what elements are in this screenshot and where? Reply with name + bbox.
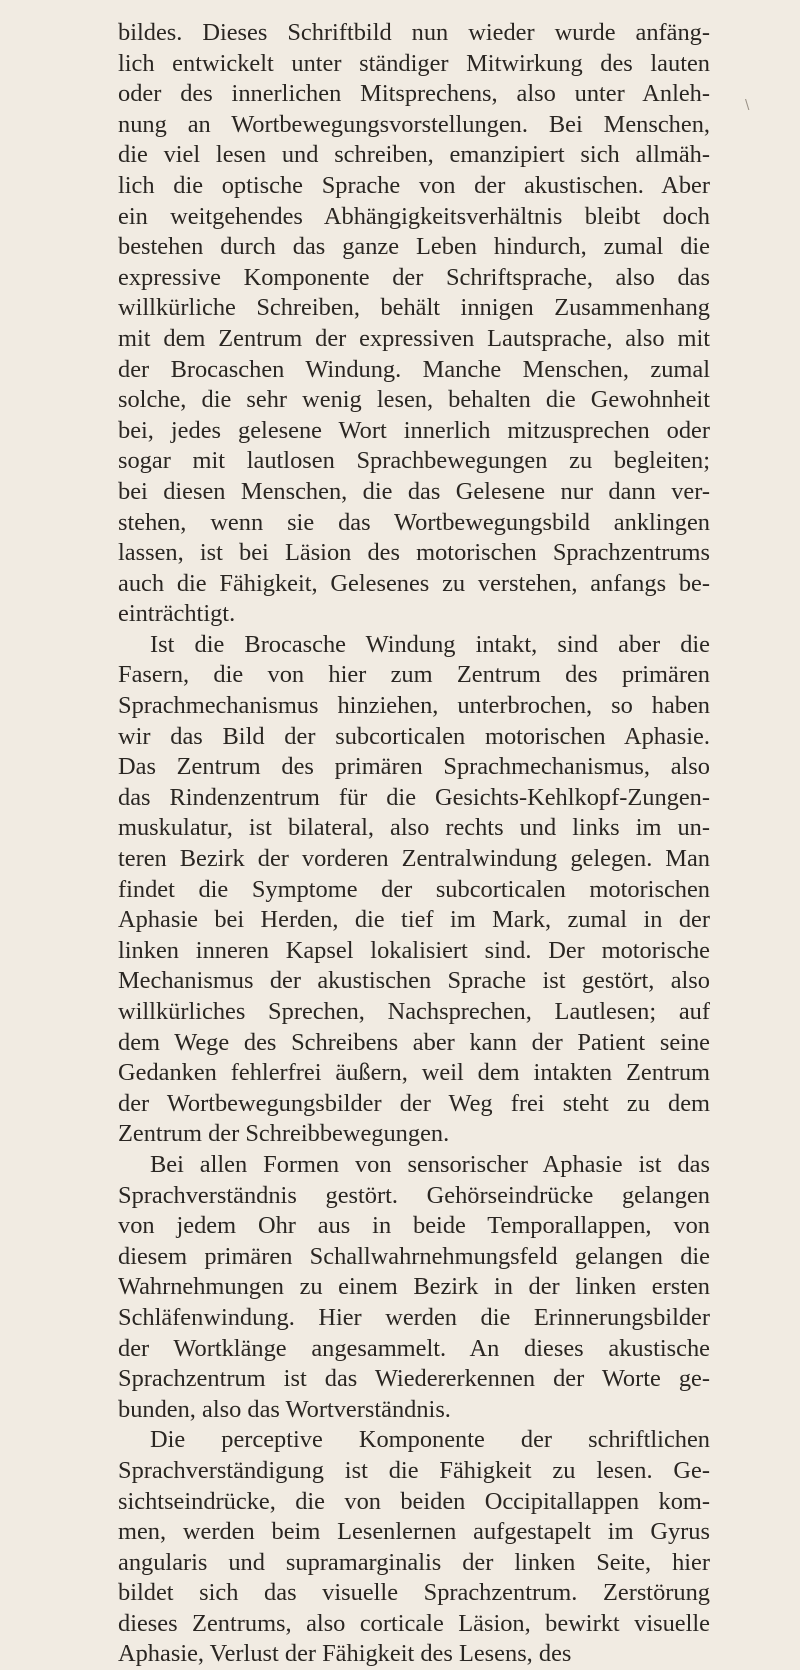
text-line: dem Wege des Schreibens aber kann der Patient seine (118, 1028, 710, 1056)
text-line: Aphasie, Verlust der Fähigkeit des Lesens, des (118, 1640, 572, 1668)
text-line: Sprachverständnis gestört. Gehörseindrücke gelangen (118, 1181, 710, 1209)
text-line: die viel lesen und schreiben, emanzipiert sich allmäh- (118, 141, 710, 169)
text-line: einträchtigt. (118, 600, 236, 628)
text-line: Zentrum der Schreibbewegungen. (118, 1120, 450, 1148)
text-line: wir das Bild der subcorticalen motorischen Aphasie. (118, 722, 710, 750)
text-line: expressive Komponente der Schriftsprache, also das (118, 263, 710, 291)
text-line: muskulatur, ist bilateral, also rechts und links im un- (118, 814, 710, 842)
text-line: bestehen durch das ganze Leben hindurch, zumal die (118, 233, 710, 261)
text-line: das Rindenzentrum für die Gesichts-Kehlkopf-Zungen- (118, 783, 710, 811)
text-line: auch die Fähigkeit, Gelesenes zu verstehen, anfangs be- (118, 569, 710, 597)
text-line: Ist die Brocasche Windung intakt, sind aber die (150, 630, 710, 658)
text-line: ein weitgehendes Abhängigkeitsverhältnis bleibt doch (118, 202, 710, 230)
text-line: der Wortklänge angesammelt. An dieses akustische (118, 1334, 710, 1362)
text-line: dieses Zentrums, also corticale Läsion, bewirkt visuelle (118, 1609, 710, 1637)
text-line: Sprachmechanismus hinziehen, unterbrochen, so haben (118, 692, 710, 720)
text-line: sichtseindrücke, die von beiden Occipitallappen kom- (118, 1487, 710, 1515)
text-line: sogar mit lautlosen Sprachbewegungen zu begleiten; (118, 447, 710, 475)
text-line: bei diesen Menschen, die das Gelesene nur dann ver- (118, 477, 710, 505)
text-line: Gedanken fehlerfrei äußern, weil dem intakten Zentrum (118, 1059, 710, 1087)
text-line: findet die Symptome der subcorticalen motorischen (118, 875, 710, 903)
text-line: willkürliches Sprechen, Nachsprechen, Lautlesen; auf (118, 998, 710, 1025)
text-line: Wahrnehmungen zu einem Bezirk in der linken ersten (118, 1273, 710, 1301)
text-line: bei, jedes gelesene Wort innerlich mitzusprechen oder (118, 416, 710, 444)
body-text (118, 18, 710, 1670)
text-line: Bei allen Formen von sensorischer Aphasie ist das (150, 1150, 710, 1178)
text-line: Sprachverständigung ist die Fähigkeit zu lesen. Ge- (118, 1456, 710, 1484)
text-line: Schläfenwindung. Hier werden die Erinnerungsbilder (118, 1303, 710, 1331)
margin-mark: \ (745, 98, 750, 113)
text-line: lich die optische Sprache von der akustischen. Aber (118, 171, 710, 199)
text-line: von jedem Ohr aus in beide Temporallappen, von (118, 1212, 710, 1240)
text-line: nung an Wortbewegungsvorstellungen. Bei Menschen, (118, 110, 710, 138)
text-line: Fasern, die von hier zum Zentrum des primären (118, 661, 710, 689)
text-line: oder des innerlichen Mitsprechens, also unter Anleh- (118, 80, 710, 108)
text-line: solche, die sehr wenig lesen, behalten die Gewohnheit (118, 386, 710, 414)
text-line: lich entwickelt unter ständiger Mitwirkung des lauten (118, 49, 710, 77)
text-line: willkürliche Schreiben, behält innigen Zusammenhang (118, 294, 710, 322)
text-line: bildes. Dieses Schriftbild nun wieder wurde anfäng- (118, 19, 710, 46)
text-line: angularis und supramarginalis der linken Seite, hier (118, 1548, 710, 1576)
text-line: mit dem Zentrum der expressiven Lautsprache, also mit (118, 324, 710, 352)
text-line: teren Bezirk der vorderen Zentralwindung gelegen. Man (118, 845, 710, 873)
text-line: linken inneren Kapsel lokalisiert sind. Der motorische (118, 936, 710, 964)
text-line: bunden, also das Wortverständnis. (118, 1395, 451, 1423)
text-line: Die perceptive Komponente der schriftlichen (150, 1426, 710, 1454)
text-line: men, werden beim Lesenlernen aufgestapelt im Gyrus (118, 1518, 710, 1546)
text-line: Aphasie bei Herden, die tief im Mark, zumal in der (118, 906, 710, 934)
text-line: lassen, ist bei Läsion des motorischen Sprachzentrums (118, 539, 710, 567)
text-line: der Wortbewegungsbilder der Weg frei steht zu dem (118, 1089, 710, 1117)
text-line: bildet sich das visuelle Sprachzentrum. Zerstörung (118, 1579, 710, 1607)
text-line: der Brocaschen Windung. Manche Menschen, zumal (118, 355, 710, 383)
text-line: Mechanismus der akustischen Sprache ist gestört, also (118, 967, 710, 995)
text-line: stehen, wenn sie das Wortbewegungsbild anklingen (118, 508, 710, 536)
text-line: Sprachzentrum ist das Wiedererkennen der Worte ge- (118, 1365, 710, 1393)
text-line: Das Zentrum des primären Sprachmechanismus, also (118, 753, 710, 781)
text-line: diesem primären Schallwahrnehmungsfeld gelangen die (118, 1242, 710, 1270)
